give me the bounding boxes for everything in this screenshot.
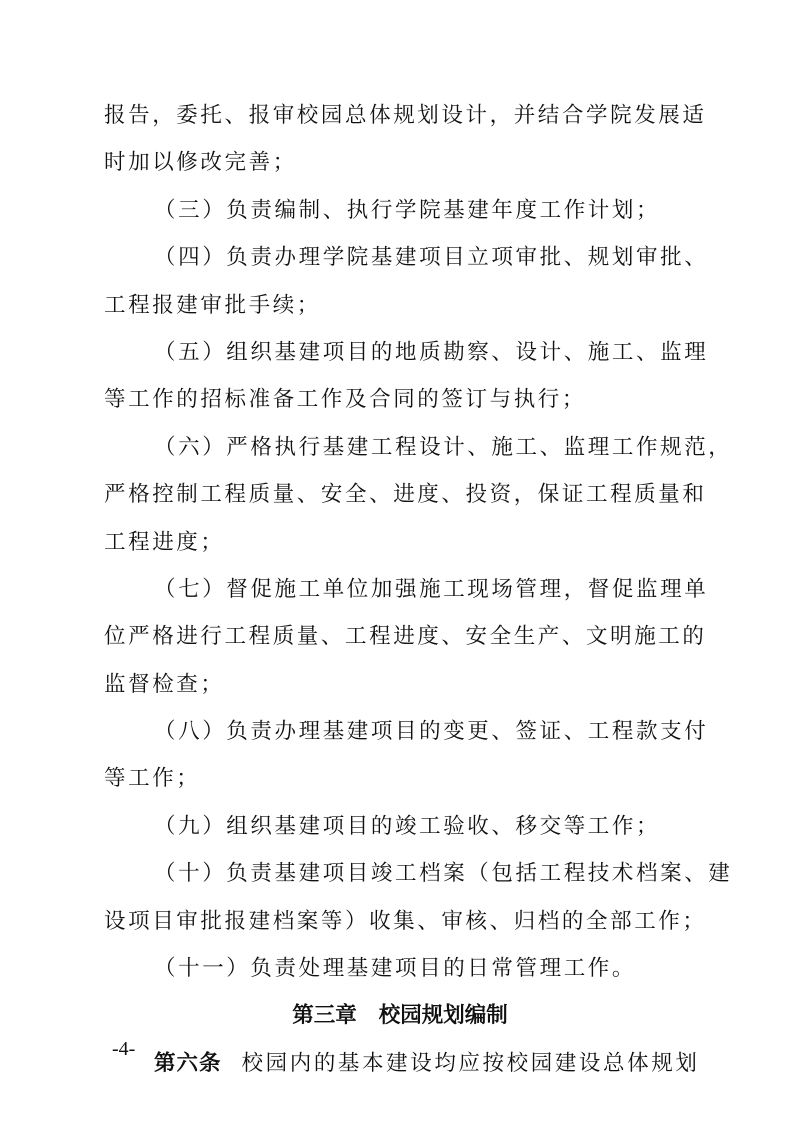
paragraph-line: 工程报建审批手续； <box>104 292 321 318</box>
article-head: 第六条 <box>154 1050 222 1076</box>
paragraph-line: 时加以修改完善； <box>104 150 297 176</box>
paragraph-line: 等工作； <box>104 766 201 792</box>
list-item-8: （八）负责办理基建项目的变更、签证、工程款支付 <box>154 719 709 745</box>
list-item-3: （三）负责编制、执行学院基建年度工作计划； <box>154 197 661 223</box>
paragraph-line: 位严格进行工程质量、工程进度、安全生产、文明施工的 <box>104 624 707 650</box>
article-text: 校园内的基本建设均应按校园建设总体规划 <box>241 1050 700 1076</box>
document-body <box>104 92 733 1087</box>
paragraph-line: 设项目审批报建档案等）收集、审核、归档的全部工作； <box>104 908 707 934</box>
list-item-9: （九）组织基建项目的竣工验收、移交等工作； <box>154 813 661 839</box>
paragraph-line: 报告，委托、报审校园总体规划设计，并结合学院发展适 <box>104 103 707 128</box>
paragraph-line: 严格控制工程质量、安全、进度、投资，保证工程质量和 <box>104 482 707 508</box>
article-paragraph <box>104 1040 700 1087</box>
list-item-11: （十一）负责处理基建项目的日常管理工作。 <box>154 956 637 982</box>
list-item-10: （十）负责基建项目竣工档案（包括工程技术档案、建 <box>154 861 733 887</box>
paragraph-line: 等工作的招标准备工作及合同的签订与执行； <box>104 387 587 413</box>
paragraph-line: 工程进度； <box>104 529 225 555</box>
paragraph-line: 监督检查； <box>104 671 225 697</box>
chapter-heading <box>104 992 696 1039</box>
chapter-number: 第三章 <box>292 1003 357 1029</box>
list-item-5: （五）组织基建项目的地质勘察、设计、施工、监理 <box>154 339 709 365</box>
list-item-4: （四）负责办理学院基建项目立项审批、规划审批、 <box>154 245 709 271</box>
chapter-title: 校园规划编制 <box>378 1003 508 1029</box>
page-number: -4- <box>112 1038 136 1060</box>
list-item-7: （七）督促施工单位加强施工现场管理，督促监理单 <box>154 576 709 602</box>
list-item-6: （六）严格执行基建工程设计、施工、监理工作规范， <box>154 434 733 460</box>
